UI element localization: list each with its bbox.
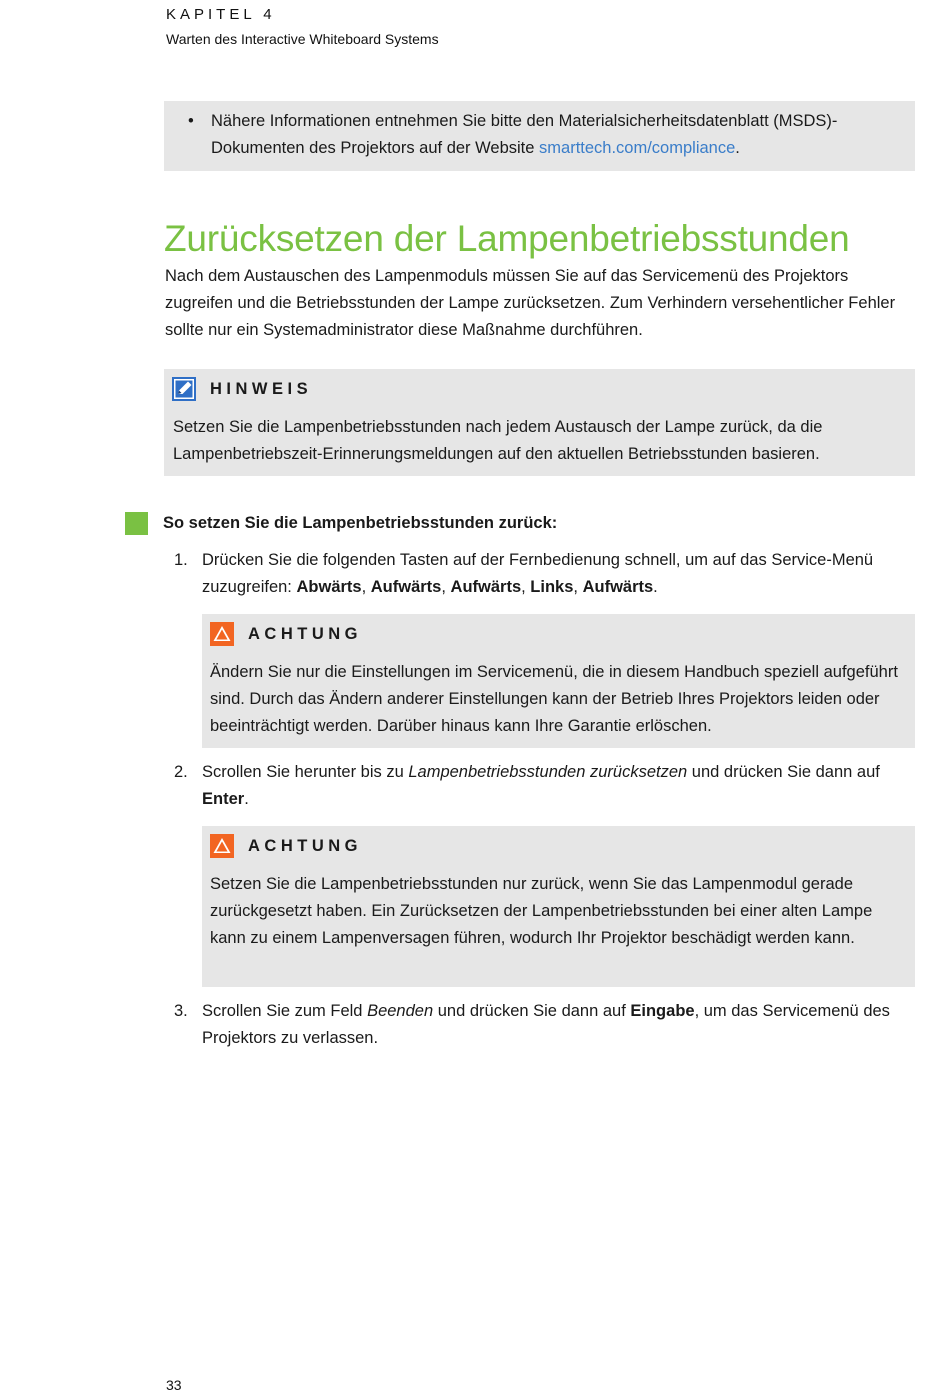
chapter-subtitle: Warten des Interactive Whiteboard Systems	[166, 31, 439, 47]
key-1: Abwärts	[296, 578, 362, 596]
step-3-number: 3.	[174, 1002, 188, 1020]
caution-1-label: ACHTUNG	[248, 625, 362, 643]
pencil-note-icon	[172, 377, 196, 401]
step-3-text	[202, 998, 914, 1052]
step-3-instruction-cont: und drücken Sie dann auf	[433, 1002, 631, 1020]
step-2-number: 2.	[174, 763, 188, 781]
separator: ,	[573, 578, 583, 596]
key-eingabe: Eingabe	[630, 1002, 695, 1020]
step-2-instruction: Scrollen Sie herunter bis zu	[202, 763, 409, 781]
step-1-instruction: Drücken Sie die folgenden Tasten auf der Fernbedienung schnell, um auf das Service-Menü zuzugreifen:	[202, 551, 874, 596]
caution-2-text: Setzen Sie die Lampenbetriebsstunden nur zurück, wenn Sie das Lampenmodul gerade zurückgesetzt haben. Ein Zurücksetzen der Lampenbetriebsstunden bei einer alten Lampe kann zu einem Lampenversagen führen, wodurch Ihr Projektor beschädigt werden kann.	[210, 875, 873, 947]
field-beenden: Beenden	[367, 1002, 434, 1020]
caution-2-label: ACHTUNG	[248, 837, 362, 855]
warning-triangle-icon	[210, 834, 234, 858]
note-box	[164, 369, 915, 476]
info-text	[211, 108, 901, 162]
step-1-text	[202, 547, 914, 601]
step-2-text	[202, 759, 914, 813]
compliance-link[interactable]: smarttech.com/compliance	[539, 139, 736, 157]
info-box	[164, 101, 915, 171]
page-number: 33	[166, 1377, 182, 1393]
key-2: Aufwärts	[370, 578, 442, 596]
bullet: •	[188, 112, 194, 130]
info-text-main: Nähere Informationen entnehmen Sie bitte den Materialsicherheitsdatenblatt (MSDS)-Dokumenten des Projektors auf der Website	[211, 112, 838, 157]
key-3: Aufwärts	[450, 578, 522, 596]
separator: ,	[521, 578, 531, 596]
caution-1-text: Ändern Sie nur die Einstellungen im Servicemenü, die in diesem Handbuch speziell aufgeführt sind. Durch das Ändern anderer Einstellungen kann der Betrieb Ihres Projektors leiden oder beeinträchtigt werden. Darüber hinaus kann Ihre Garantie erlöschen.	[210, 663, 898, 735]
separator: ,	[361, 578, 371, 596]
step-3-instruction: Scrollen Sie zum Feld	[202, 1002, 368, 1020]
note-label: HINWEIS	[210, 380, 313, 398]
section-intro: Nach dem Austauschen des Lampenmoduls müssen Sie auf das Servicemenü des Projektors zugreifen und die Betriebsstunden der Lampe zurücksetzen. Zum Verhindern versehentlicher Fehler sollte nur ein Systemadministrator diese Maßnahme durchführen.	[165, 267, 896, 339]
caution-box-1	[202, 614, 915, 748]
key-enter: Enter	[202, 790, 245, 808]
section-title: Zurücksetzen der Lampenbetriebsstunden	[164, 218, 850, 259]
green-square-marker-icon	[125, 512, 148, 535]
period: .	[244, 790, 249, 808]
step-3-instruction-end: , um das Servicemenü des Projektors zu verlassen.	[202, 1002, 890, 1047]
period: .	[653, 578, 658, 596]
info-text-end: .	[735, 139, 740, 157]
separator: ,	[441, 578, 451, 596]
procedure-title: So setzen Sie die Lampenbetriebsstunden zurück:	[163, 514, 558, 532]
key-4: Links	[530, 578, 574, 596]
step-2-instruction-cont: und drücken Sie dann auf	[687, 763, 880, 781]
step-1-number: 1.	[174, 551, 188, 569]
menu-item-reset: Lampenbetriebsstunden zurücksetzen	[408, 763, 688, 781]
chapter-label: KAPITEL 4	[166, 6, 276, 23]
caution-box-2	[202, 826, 915, 987]
key-5: Aufwärts	[582, 578, 654, 596]
note-text: Setzen Sie die Lampenbetriebsstunden nach jedem Austausch der Lampe zurück, da die Lampenbetriebszeit-Erinnerungsmeldungen auf den aktuellen Betriebsstunden basieren.	[173, 418, 823, 463]
warning-triangle-icon	[210, 622, 234, 646]
